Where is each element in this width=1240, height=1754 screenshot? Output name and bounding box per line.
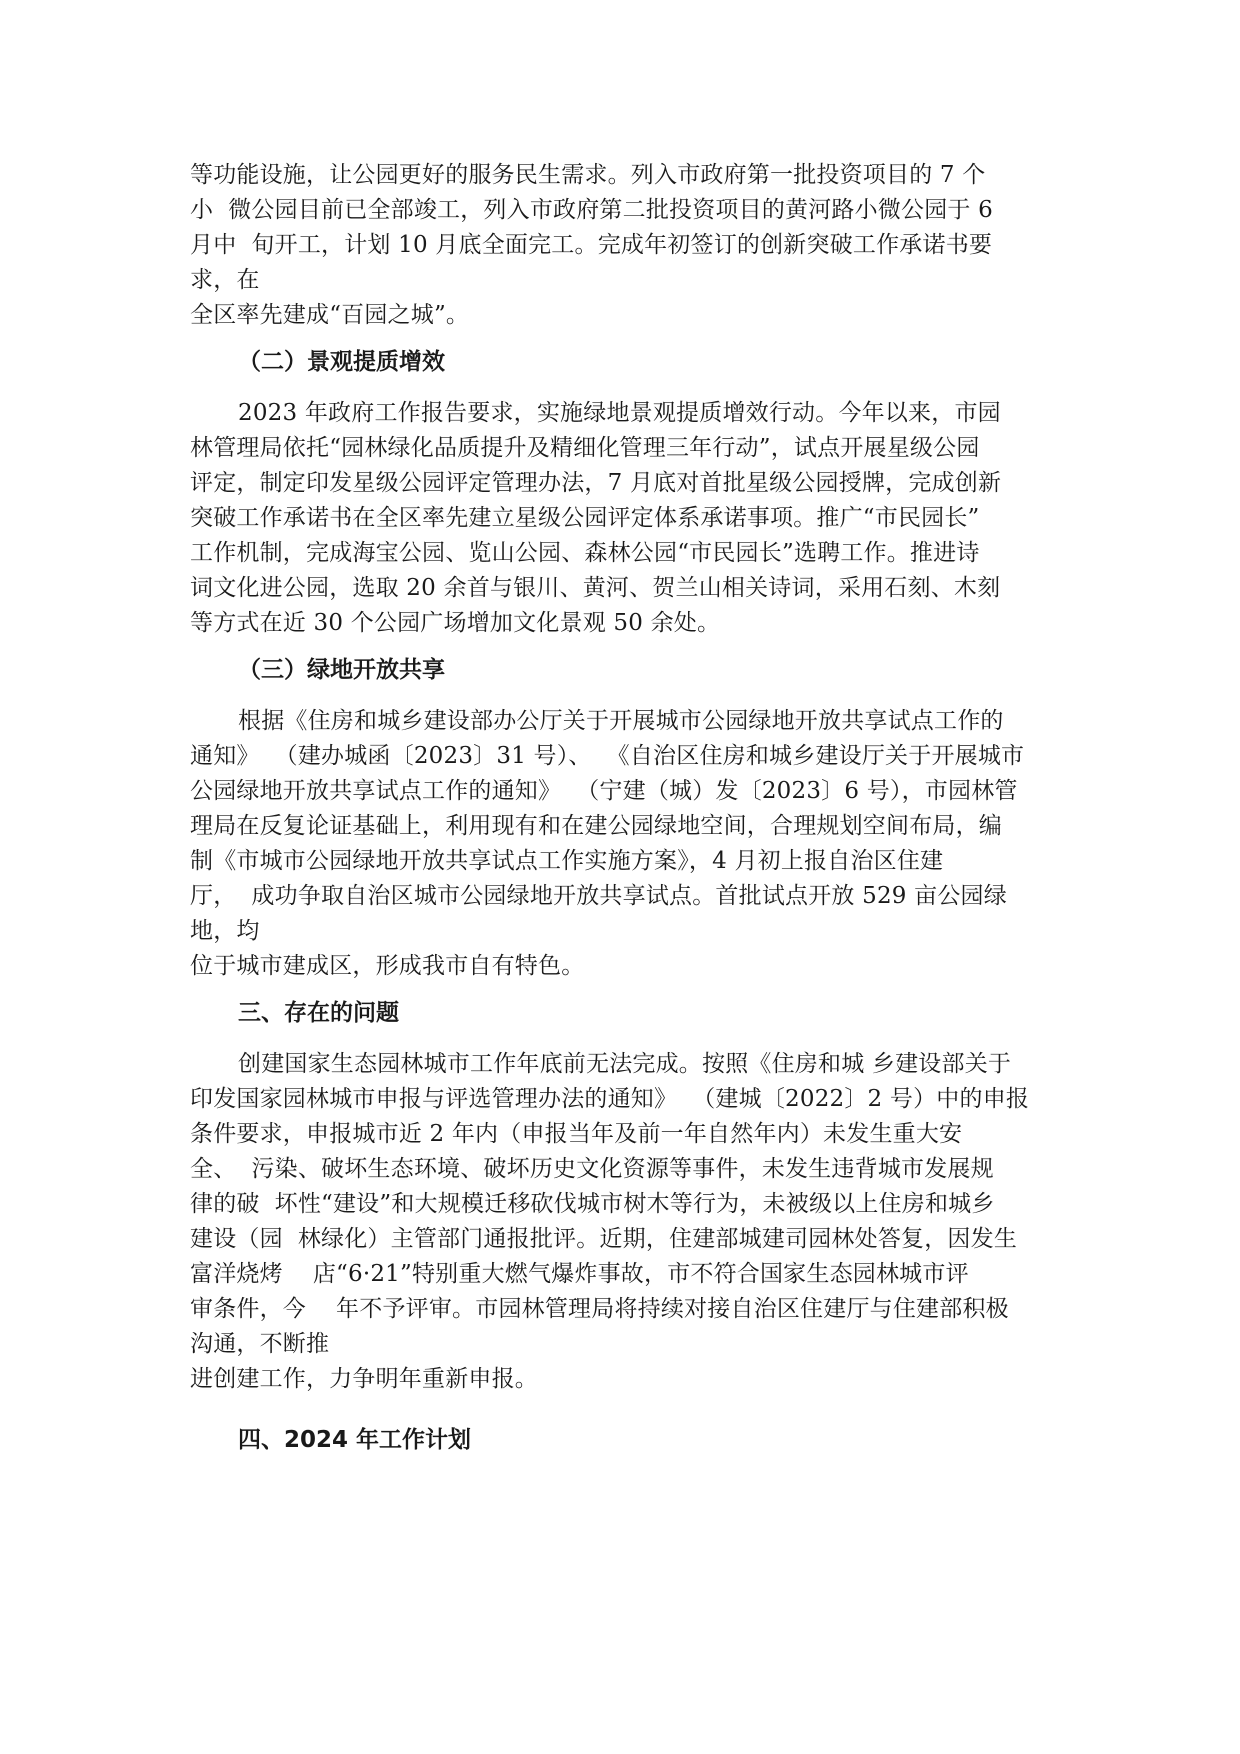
paragraph-landscape: [190, 396, 1050, 641]
text-line: 沟通，不断推: [190, 1331, 330, 1357]
text-line: 等方式在近 30 个公园广场增加文化景观 50 余处。: [190, 610, 721, 636]
text-line: 全、 污染、破坏生态环境、破坏历史文化资源等事件，未发生违背城市发展规: [190, 1156, 994, 1182]
text-line: 月中 旬开工，计划 10 月底全面完工。完成年初签订的创新突破工作承诺书要: [190, 232, 993, 258]
section-heading-plan: 四、2024 年工作计划: [238, 1427, 472, 1453]
text-line: 审条件，今 年不予评审。市园林管理局将持续对接自治区住建厅与住建部积极: [190, 1296, 1009, 1322]
text-line: 制《市城市公园绿地开放共享试点工作实施方案》，4 月初上报自治区住建: [190, 848, 944, 874]
text-line: 2023 年政府工作报告要求，实施绿地景观提质增效行动。今年以来，市园: [238, 400, 1001, 426]
text-line: 小 微公园目前已全部竣工，列入市政府第二批投资项目的黄河路小微公园于 6: [190, 197, 993, 223]
section-heading-landscape: （二）景观提质增效: [238, 349, 445, 375]
text-line: 通知》 （建办城函〔2023〕31 号）、 《自治区住房和城乡建设厅关于开展城市: [190, 743, 1025, 769]
text-line: 富洋烧烤 店“6·21”特别重大燃气爆炸事故，市不符合国家生态园林城市评: [190, 1261, 969, 1287]
text-line: 突破工作承诺书在全区率先建立星级公园评定体系承诺事项。推广“市民园长”: [190, 505, 980, 531]
text-line: 条件要求，申报城市近 2 年内（申报当年及前一年自然年内）未发生重大安: [190, 1121, 963, 1147]
text-line: 词文化进公园，选取 20 余首与银川、黄河、贺兰山相关诗词，采用石刻、木刻: [190, 575, 1001, 601]
text-line: 创建国家生态园林城市工作年底前无法完成。按照《住房和城 乡建设部关于: [238, 1051, 1012, 1077]
section-heading-problems: 三、存在的问题: [238, 1000, 399, 1026]
document-body: [190, 158, 1050, 1458]
text-line: 理局在反复论证基础上，利用现有和在建公园绿地空间，合理规划空间布局，编: [190, 813, 1002, 839]
text-line: 等功能设施，让公园更好的服务民生需求。列入市政府第一批投资项目的 7 个: [190, 162, 986, 188]
text-line: 地，均: [190, 918, 260, 944]
section-heading-green-space: （三）绿地开放共享: [238, 657, 445, 683]
text-line: 求，在: [190, 267, 260, 293]
text-line: 评定，制定印发星级公园评定管理办法，7 月底对首批星级公园授牌，完成创新: [190, 470, 1002, 496]
text-line: 进创建工作，力争明年重新申报。: [190, 1366, 538, 1392]
text-line: 全区率先建成“百园之城”。: [190, 302, 470, 328]
text-line: 厅， 成功争取自治区城市公园绿地开放共享试点。首批试点开放 529 亩公园绿: [190, 883, 1007, 909]
paragraph-top: [190, 158, 1050, 333]
text-line: 律的破 坏性“建设”和大规模迁移砍伐城市树木等行为，未被级以上住房和城乡: [190, 1191, 995, 1217]
text-line: 根据《住房和城乡建设部办公厅关于开展城市公园绿地开放共享试点工作的: [238, 708, 1004, 734]
paragraph-green-space: [190, 704, 1050, 984]
text-line: 林管理局依托“园林绿化品质提升及精细化管理三年行动”，试点开展星级公园: [190, 435, 980, 461]
text-line: 公园绿地开放共享试点工作的通知》 （宁建（城）发〔2023〕6 号），市园林管: [190, 778, 1018, 804]
text-line: 印发国家园林城市申报与评选管理办法的通知》 （建城〔2022〕2 号）中的申报: [190, 1086, 1030, 1112]
text-line: 建设（园 林绿化）主管部门通报批评。近期，住建部城建司园林处答复，因发生: [190, 1226, 1018, 1252]
text-line: 位于城市建成区，形成我市自有特色。: [190, 953, 585, 979]
paragraph-problems: [190, 1047, 1050, 1397]
text-line: 工作机制，完成海宝公园、览山公园、森林公园“市民园长”选聘工作。推进诗: [190, 540, 980, 566]
